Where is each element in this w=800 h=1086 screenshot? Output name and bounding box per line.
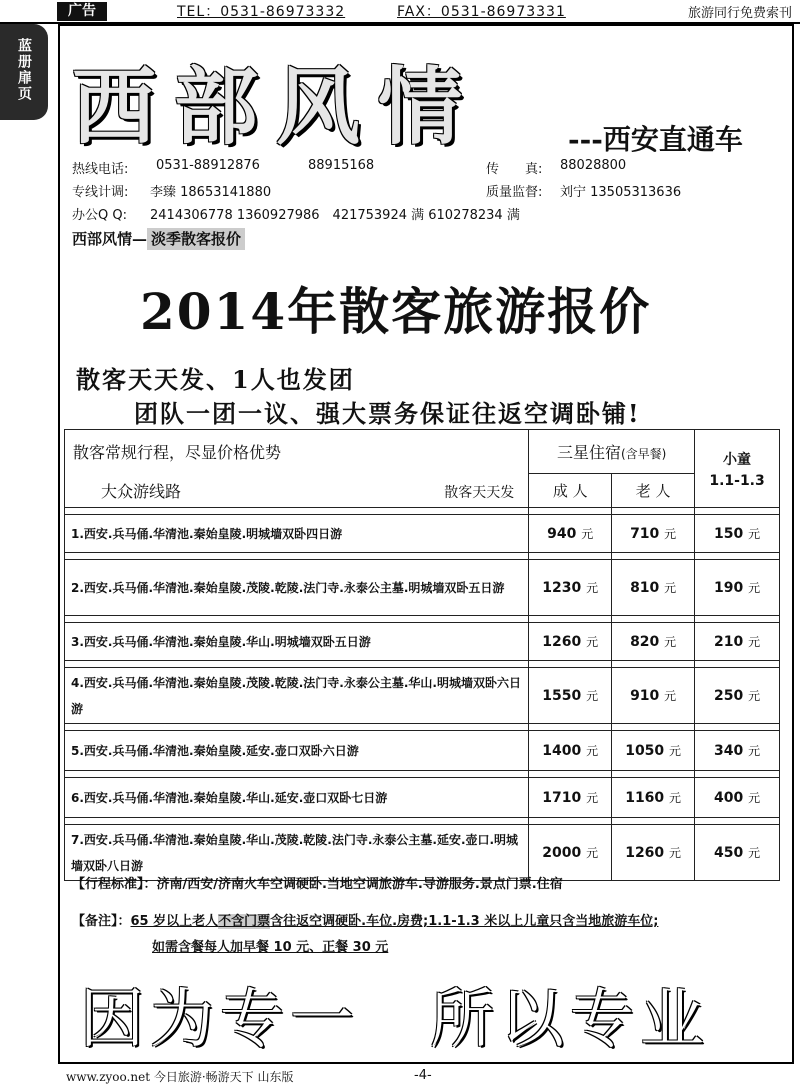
adult-price [529, 731, 612, 771]
route-name: 3.西安.兵马俑.华清池.秦始皇陵.华山.明城墙双卧五日游 [65, 623, 529, 661]
row-gap [65, 818, 780, 825]
child-height: 1.1-1.3 [709, 472, 765, 489]
table-row [65, 731, 780, 771]
note-line-2 [152, 936, 388, 955]
table-header-title: 散客常规行程，尽显价格优势 [65, 430, 529, 474]
currency: 元 [748, 846, 761, 860]
currency: 元 [586, 581, 599, 595]
hotline-label: 热线电话: [72, 162, 129, 177]
currency: 元 [664, 527, 677, 541]
senior-price-value: 1050 [625, 743, 665, 759]
quality-contact: 刘宁 13505313636 [560, 185, 682, 200]
senior-price-value: 910 [630, 688, 660, 704]
senior-price [612, 825, 695, 881]
currency: 元 [669, 846, 682, 860]
child-price-value: 400 [713, 790, 744, 806]
child-price [695, 731, 780, 771]
slogan-2: 团队一团一议、强大票务保证往返空调卧铺! [134, 399, 641, 428]
child-price [695, 623, 780, 661]
note-line-1 [72, 910, 658, 929]
qq-label: 办公Q Q: [72, 208, 127, 223]
currency: 元 [664, 635, 677, 649]
adult-price-value: 1230 [542, 580, 582, 596]
row-gap [65, 771, 780, 778]
senior-price-value: 710 [630, 526, 660, 542]
currency: 元 [748, 689, 761, 703]
adult-price [529, 668, 612, 724]
currency: 元 [664, 581, 677, 595]
adult-price-value: 1710 [542, 790, 582, 806]
senior-price-value: 810 [630, 580, 660, 596]
child-price-value: 150 [713, 526, 744, 542]
adult-price-value: 1400 [542, 743, 582, 759]
currency: 元 [586, 744, 599, 758]
row-gap [65, 724, 780, 731]
banner-tel: TEL：0531-86973332 [177, 4, 346, 20]
child-price-value: 190 [713, 580, 744, 596]
currency: 元 [669, 744, 682, 758]
currency: 元 [586, 791, 599, 805]
currency: 元 [664, 689, 677, 703]
qq-numbers: 2414306778 1360927986 421753924 满 610278234 满 [150, 208, 520, 223]
quality-label: 质量监督: [486, 185, 543, 200]
child-price-value: 340 [713, 743, 744, 759]
magazine-slogan: 旅游同行免费索刊 [687, 6, 792, 21]
row-gap [65, 661, 780, 668]
currency: 元 [748, 581, 761, 595]
page-number: -4- [414, 1068, 432, 1083]
route-name: 6.西安.兵马俑.华清池.秦始皇陵.华山.延安.壶口双卧七日游 [65, 778, 529, 818]
route-name: 7.西安.兵马俑.华清池.秦始皇陵.华山.茂陵.乾陵.法门寺.永泰公主墓.延安.壶口.明城墙双卧八日游 [65, 825, 529, 881]
currency: 元 [586, 846, 599, 860]
table-row [65, 778, 780, 818]
child-price [695, 778, 780, 818]
adult-price [529, 778, 612, 818]
side-tab-label: 蓝册扉页 [16, 38, 32, 102]
note-meal: 如需含餐每人加早餐 10 元、正餐 30 元 [152, 940, 389, 955]
star-label: 三星住宿 [556, 443, 621, 462]
headline: 2014年散客旅游报价 [140, 282, 652, 341]
adult-price [529, 515, 612, 553]
note-include: 含往返空调硬卧.车位.房费;1.1-1.3 米以上儿童只含当地旅游车位; [270, 914, 659, 929]
brand-title: 西部风情 [72, 57, 481, 156]
currency: 元 [669, 791, 682, 805]
route-name: 5.西安.兵马俑.华清池.秦始皇陵.延安.壶口双卧六日游 [65, 731, 529, 771]
star-header [529, 430, 695, 474]
table-row [65, 668, 780, 724]
child-price-value: 250 [713, 688, 744, 704]
adult-price-value: 1260 [542, 634, 582, 650]
child-header [695, 430, 780, 508]
group-label: 大众游线路 [101, 481, 182, 501]
senior-price [612, 560, 695, 616]
tag-highlight: 淡季散客报价 [147, 228, 245, 250]
fax-label: 传 真: [486, 162, 543, 177]
planner-label: 专线计调: [72, 185, 129, 200]
hotline-2: 88915168 [308, 158, 375, 173]
child-price-value: 450 [713, 845, 744, 861]
planner-contact: 李臻 18653141880 [150, 185, 272, 200]
slogan-1: 散客天天发、1人也发团 [76, 365, 355, 394]
group-header [65, 474, 529, 508]
itinerary-standard: 【行程标准】：济南/西安/济南火车空调硬卧.当地空调旅游车.导游服务.景点门票.住宿 [72, 877, 563, 892]
senior-price [612, 778, 695, 818]
fax-number: 88028800 [560, 158, 627, 173]
currency: 元 [581, 527, 594, 541]
senior-price-value: 1160 [625, 790, 665, 806]
adult-price [529, 560, 612, 616]
table-row [65, 515, 780, 553]
senior-price [612, 668, 695, 724]
child-price [695, 560, 780, 616]
currency: 元 [586, 689, 599, 703]
daily-label: 散客天天发 [444, 484, 515, 501]
adult-header: 成 人 [529, 474, 612, 508]
route-name: 1.西安.兵马俑.华清池.秦始皇陵.明城墙双卧四日游 [65, 515, 529, 553]
side-tab [0, 24, 48, 120]
child-price-value: 210 [713, 634, 744, 650]
currency: 元 [748, 744, 761, 758]
row-gap [65, 508, 780, 515]
adult-price-value: 940 [547, 526, 577, 542]
tag-prefix: 西部风情— [72, 230, 148, 248]
footer-site: www.zyoo.net 今日旅游·畅游天下 山东版 [66, 1070, 294, 1084]
child-price [695, 825, 780, 881]
senior-price-value: 820 [630, 634, 660, 650]
currency: 元 [586, 635, 599, 649]
adult-price [529, 623, 612, 661]
price-table [64, 429, 780, 881]
note-no-ticket: 不含门票 [218, 914, 271, 929]
row-gap [65, 616, 780, 623]
table-row [65, 560, 780, 616]
banner-fax: FAX：0531-86973331 [397, 4, 566, 20]
senior-price-value: 1260 [625, 845, 665, 861]
table-row [65, 623, 780, 661]
brand-subtitle: ---西安直通车 [568, 123, 743, 156]
route-name: 2.西安.兵马俑.华清池.秦始皇陵.茂陵.乾陵.法门寺.永泰公主墓.明城墙双卧五日游 [65, 560, 529, 616]
note-age: 65 岁以上老人 [130, 914, 219, 929]
senior-price [612, 515, 695, 553]
adult-price-value: 1550 [542, 688, 582, 704]
child-label: 小童 [723, 451, 752, 468]
route-name: 4.西安.兵马俑.华清池.秦始皇陵.茂陵.乾陵.法门寺.永泰公主墓.华山.明城墙双卧六日游 [65, 668, 529, 724]
ad-badge: 广告 [57, 2, 107, 21]
adult-price-value: 2000 [542, 845, 582, 861]
senior-header: 老 人 [612, 474, 695, 508]
child-price [695, 515, 780, 553]
senior-price [612, 623, 695, 661]
motto: 因为专一 所以专业 [80, 983, 710, 1057]
tag-row [72, 228, 245, 249]
hotline-1: 0531-88912876 [156, 158, 260, 173]
senior-price [612, 731, 695, 771]
currency: 元 [748, 791, 761, 805]
row-gap [65, 553, 780, 560]
star-note: (含早餐) [620, 447, 667, 461]
note-label: 【备注】： [72, 914, 131, 929]
currency: 元 [748, 635, 761, 649]
child-price [695, 668, 780, 724]
currency: 元 [748, 527, 761, 541]
